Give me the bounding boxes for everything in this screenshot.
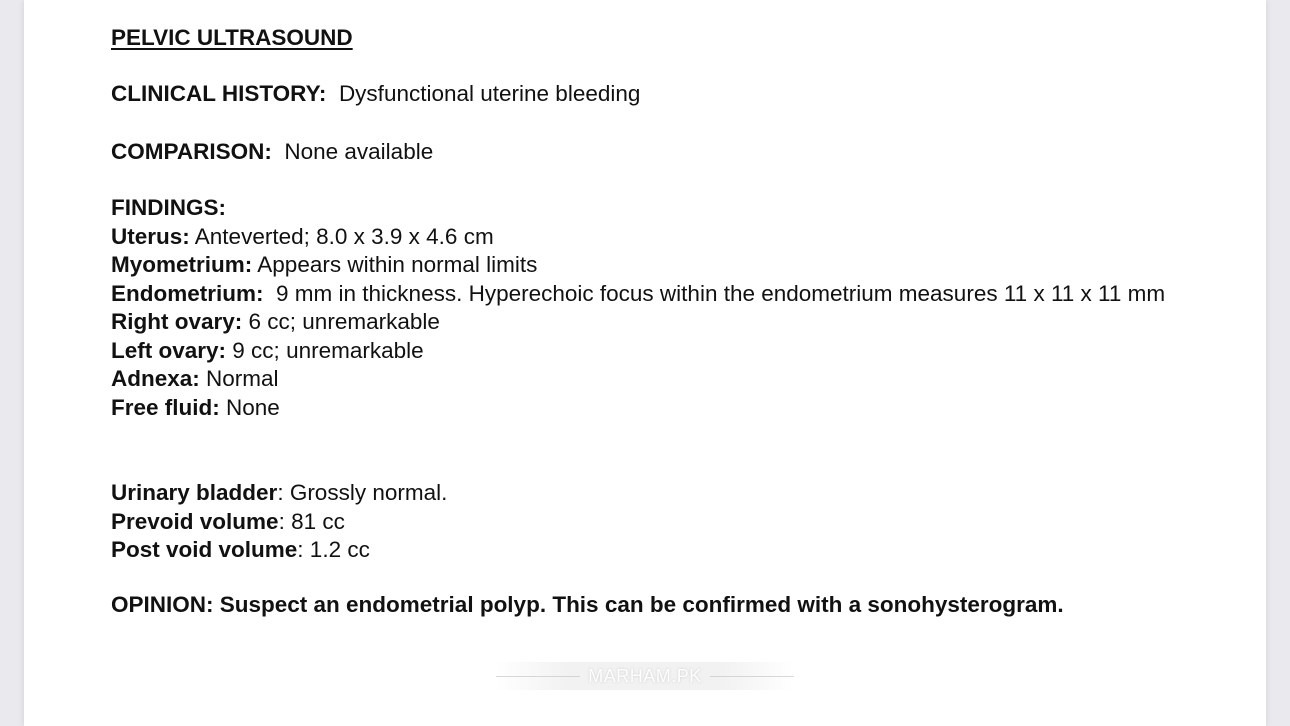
clinical-history-value: Dysfunctional uterine bleeding bbox=[338, 81, 641, 106]
bladder-row-prevoid-volume bbox=[111, 508, 1191, 537]
bladder-label: Urinary bladder bbox=[111, 480, 278, 505]
finding-row-uterus bbox=[111, 223, 1191, 252]
opinion-line: OPINION: Suspect an endometrial polyp. This can be confirmed with a sonohysterogram. bbox=[111, 592, 1064, 617]
finding-row-myometrium bbox=[111, 251, 1191, 280]
bladder-section bbox=[111, 479, 1191, 565]
bladder-row-post-void-volume bbox=[111, 536, 1191, 565]
findings-section bbox=[111, 194, 1191, 422]
finding-row-adnexa bbox=[111, 365, 1191, 394]
bladder-row-urinary-bladder bbox=[111, 479, 1191, 508]
finding-value: None bbox=[226, 394, 280, 420]
bladder-value: : 81 cc bbox=[278, 508, 345, 534]
findings-heading: FINDINGS: bbox=[111, 195, 226, 220]
bladder-value: : 1.2 cc bbox=[297, 537, 370, 562]
finding-value: 9 cc; unremarkable bbox=[232, 337, 424, 363]
clinical-history-line bbox=[111, 80, 640, 109]
bladder-value: : Grossly normal. bbox=[277, 480, 448, 505]
finding-label: Right ovary: bbox=[111, 309, 243, 334]
finding-label: Free fluid: bbox=[111, 394, 220, 420]
comparison-label: COMPARISON: bbox=[111, 139, 272, 164]
watermark bbox=[496, 662, 794, 690]
finding-row-right-ovary bbox=[111, 308, 1191, 337]
report-title: PELVIC ULTRASOUND bbox=[111, 25, 353, 50]
watermark-rule-left bbox=[496, 676, 580, 677]
finding-label: Myometrium: bbox=[111, 252, 253, 277]
finding-row-free-fluid bbox=[111, 394, 1191, 423]
watermark-text: MARHAM.PK bbox=[588, 665, 702, 686]
finding-label: Left ovary: bbox=[111, 337, 227, 363]
finding-label: Adnexa: bbox=[111, 366, 200, 391]
finding-value: Anteverted; 8.0 x 3.9 x 4.6 cm bbox=[194, 223, 494, 249]
finding-label: Endometrium: bbox=[111, 280, 264, 306]
finding-value: Appears within normal limits bbox=[257, 252, 538, 277]
document-page bbox=[24, 0, 1266, 726]
comparison-value: None available bbox=[284, 139, 434, 164]
finding-value: Normal bbox=[206, 366, 279, 391]
clinical-history-label: CLINICAL HISTORY: bbox=[111, 81, 327, 106]
finding-row-endometrium bbox=[111, 280, 1191, 309]
finding-label: Uterus: bbox=[111, 223, 190, 249]
bladder-label: Post void volume bbox=[111, 537, 298, 562]
finding-value: 9 mm in thickness. Hyperechoic focus within the endometrium measures 11 x 11 x 11 mm bbox=[276, 280, 1166, 306]
comparison-line bbox=[111, 138, 433, 167]
bladder-label: Prevoid volume bbox=[111, 508, 279, 534]
finding-row-left-ovary bbox=[111, 337, 1191, 366]
finding-value: 6 cc; unremarkable bbox=[248, 309, 440, 334]
watermark-rule-right bbox=[710, 676, 794, 677]
